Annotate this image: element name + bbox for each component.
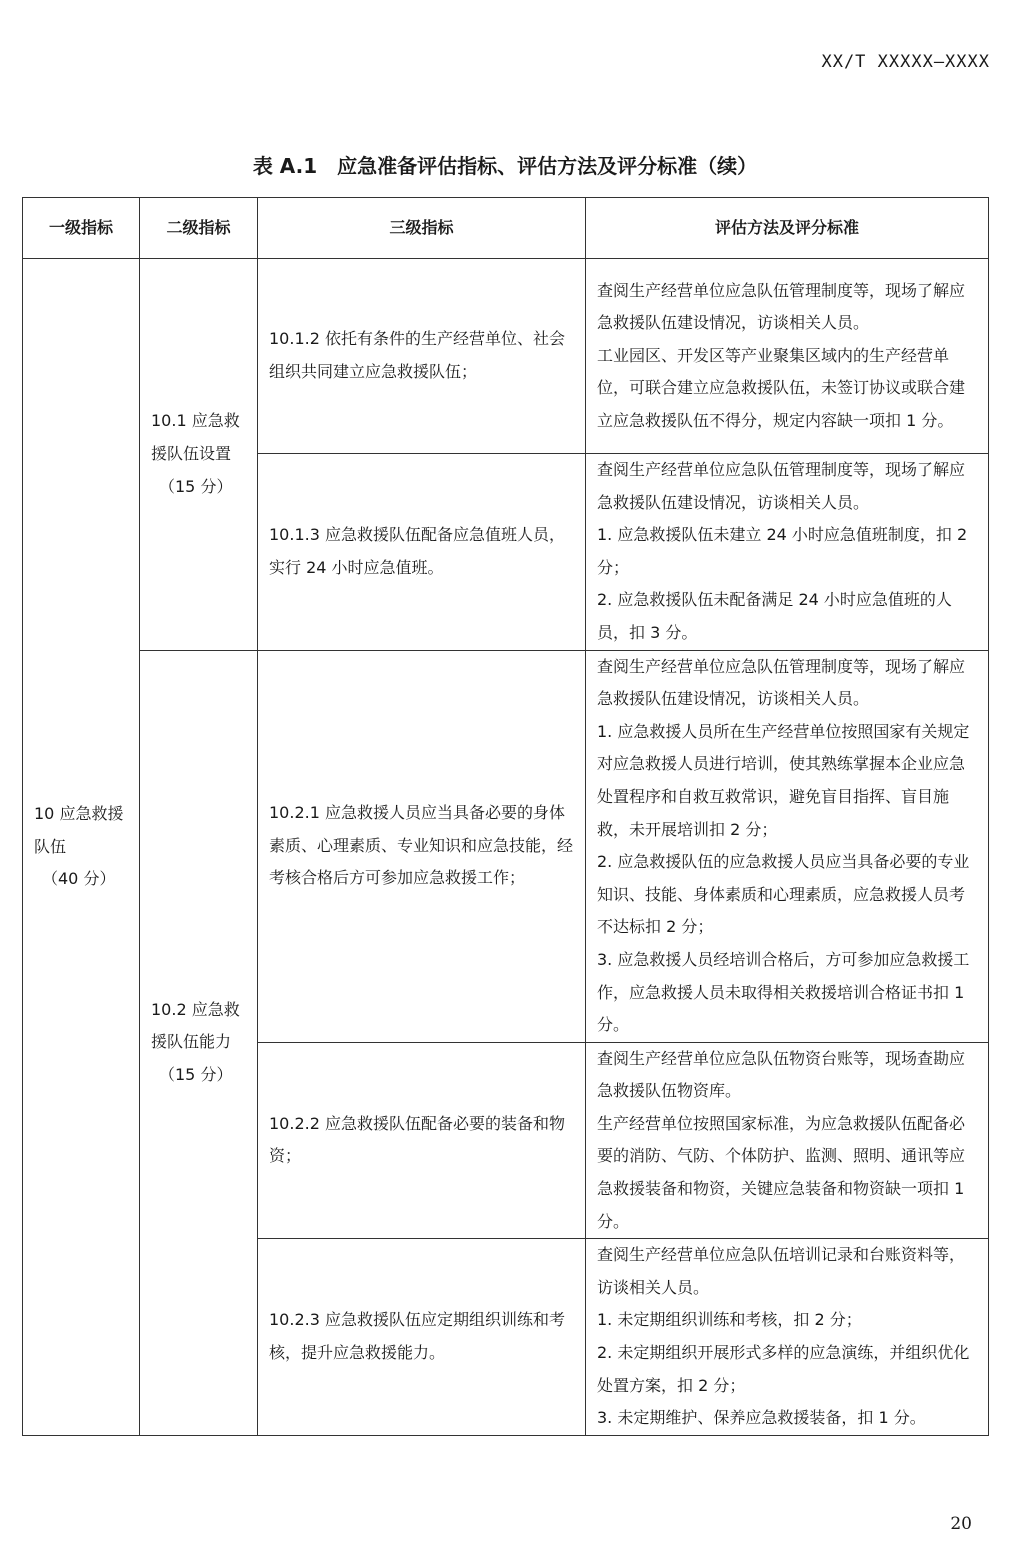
method-line: 1. 应急救援队伍未建立 24 小时应急值班制度，扣 2 分； — [597, 525, 968, 577]
level2-label: 10.1 应急救援队伍设置 — [151, 411, 240, 463]
table-row — [23, 650, 989, 1042]
method-line: 1. 应急救援人员所在生产经营单位按照国家有关规定对应急救援人员进行培训，使其熟练掌握本企业应急处置程序和自救互救常识，避免盲目指挥、盲目施救，未开展培训扣 2 分； — [597, 721, 970, 839]
level3-indicator: 10.2.2 应急救援队伍配备必要的装备和物资； — [258, 1042, 586, 1239]
column-header: 评估方法及评分标准 — [586, 198, 989, 259]
method-line: 查阅生产经营单位应急队伍管理制度等，现场了解应急救援队伍建设情况，访谈相关人员。 — [597, 460, 966, 512]
method-line: 2. 应急救援队伍的应急救援人员应当具备必要的专业知识、技能、身体素质和心理素质，应急救援人员考不达标扣 2 分； — [597, 852, 970, 937]
method-line: 查阅生产经营单位应急队伍培训记录和台账资料等，访谈相关人员。 — [597, 1245, 966, 1297]
evaluation-method — [586, 454, 989, 651]
column-header: 三级指标 — [258, 198, 586, 259]
method-line: 2. 应急救援队伍未配备满足 24 小时应急值班的人员，扣 3 分。 — [597, 590, 952, 642]
method-line: 2. 未定期组织开展形式多样的应急演练，并组织优化处置方案，扣 2 分； — [597, 1343, 970, 1395]
level3-indicator: 10.1.2 依托有条件的生产经营单位、社会组织共同建立应急救援队伍； — [258, 259, 586, 454]
level1-label: 10 应急救援队伍 — [34, 804, 124, 856]
level2-points: （15 分） — [159, 1064, 233, 1084]
method-line: 查阅生产经营单位应急队伍管理制度等，现场了解应急救援队伍建设情况，访谈相关人员。 — [597, 656, 966, 709]
level3-indicator: 10.2.3 应急救援队伍应定期组织训练和考核，提升应急救援能力。 — [258, 1239, 586, 1436]
method-line: 1. 未定期组织训练和考核，扣 2 分； — [597, 1310, 862, 1330]
method-line: 3. 应急救援人员经培训合格后，方可参加应急救援工作，应急救援人员未取得相关救援培训合格证书扣 1 分。 — [597, 949, 970, 1035]
level2-indicator — [140, 650, 258, 1435]
table-header-row — [23, 198, 989, 259]
evaluation-method — [586, 259, 989, 454]
method-line: 工业园区、开发区等产业聚集区域内的生产经营单位，可联合建立应急救援队伍，未签订协议或联合建立应急救援队伍不得分，规定内容缺一项扣 1 分。 — [597, 345, 966, 430]
level2-points: （15 分） — [159, 476, 233, 496]
evaluation-method — [586, 650, 989, 1042]
method-line: 生产经营单位按照国家标准，为应急救援队伍配备必要的消防、气防、个体防护、监测、照明、通讯等应急救援装备和物资，关键应急装备和物资缺一项扣 1 分。 — [597, 1113, 966, 1231]
method-line: 查阅生产经营单位应急队伍管理制度等，现场了解应急救援队伍建设情况，访谈相关人员。 — [597, 280, 966, 333]
evaluation-method — [586, 1239, 989, 1436]
column-header: 二级指标 — [140, 198, 258, 259]
evaluation-method — [586, 1042, 989, 1239]
document-code: XX/T XXXXX—XXXX — [821, 52, 990, 72]
evaluation-table — [22, 197, 989, 1436]
level2-label: 10.2 应急救援队伍能力 — [151, 999, 240, 1052]
column-header: 一级指标 — [23, 198, 140, 259]
level1-points: （40 分） — [42, 869, 116, 889]
page-number: 20 — [950, 1514, 972, 1534]
method-line: 3. 未定期维护、保养应急救援装备，扣 1 分。 — [597, 1408, 926, 1428]
level2-indicator — [140, 259, 258, 651]
level3-indicator: 10.2.1 应急救援人员应当具备必要的身体素质、心理素质、专业知识和应急技能，经考核合格后方可参加应急救援工作； — [258, 650, 586, 1042]
method-line: 查阅生产经营单位应急队伍物资台账等，现场查勘应急救援队伍物资库。 — [597, 1048, 966, 1101]
table-title: 表 A.1 应急准备评估指标、评估方法及评分标准（续） — [252, 154, 758, 178]
table-row — [23, 259, 989, 454]
level1-indicator — [23, 259, 140, 1436]
level3-indicator: 10.1.3 应急救援队伍配备应急值班人员，实行 24 小时应急值班。 — [258, 454, 586, 651]
